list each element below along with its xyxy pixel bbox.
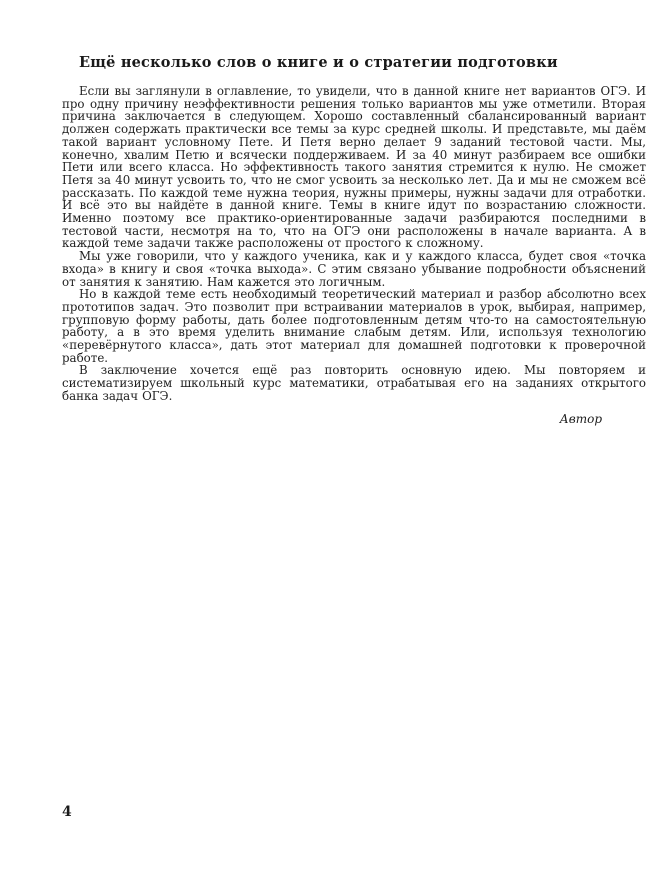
paragraph-2: Мы уже говорили, что у каждого ученика, как и у каждого класса, будет своя «точка входа» в книгу и своя «точка выхода». С этим связано убывание подробности объяснений от занятия к занятию. Нам кажется это логичным. [62,249,646,289]
page-number: 4 [62,804,72,820]
paragraph-4: В заключение хочется ещё раз повторить основную идею. Мы повторяем и систематизируем школьный курс математики, отрабатывая его на заданиях открытого банка задач ОГЭ. [62,363,646,403]
section-heading: Ещё несколько слов о книге и о стратегии подготовки [79,54,558,71]
body-text [62,85,646,403]
page-content [62,54,646,426]
paragraph-3: Но в каждой теме есть необходимый теоретический материал и разбор абсолютно всех прототипов задач. Это позволит при встраивании материалов в урок, выбирая, например, групповую форму работы, дать более подготовленным детям что-то на самостоятельную работу, а в это время уделить внимание слабым детям. Или, используя технологию «перевёрнутого класса», дать этот материал для домашней подготовки к проверочной работе. [62,287,646,365]
author-signature: Автор [559,411,602,426]
paragraph-1: Если вы заглянули в оглавление, то увидели, что в данной книге нет вариантов ОГЭ. И про одну причину неэффективности решения только вариантов мы уже отметили. Вторая причина заключается в следующем. Хорошо составленный сбалансированный вариант должен содержать практически все темы за курс средней школы. И представьте, мы даём такой вариант условному Пете. И Петя верно делает 9 заданий тестовой части. Мы, конечно, хвалим Петю и всячески поддерживаем. И за 40 минут разбираем все ошибки Пети или всего класса. Но эффективность такого занятия стремится к нулю. Не сможет Петя за 40 минут усвоить то, что не смог усвоить за несколько лет. Да и мы не сможем всё рассказать. По каждой теме нужна теория, нужны примеры, нужны задачи для отработки. И всё это вы найдёте в данной книге. Темы в книге идут по возрастанию сложности. Именно поэтому все практико-ориентированные задачи разбираются последними в тестовой части, несмотря на то, что на ОГЭ они расположены в начале варианта. А в каждой теме задачи также расположены от простого к сложному. [62,84,646,251]
